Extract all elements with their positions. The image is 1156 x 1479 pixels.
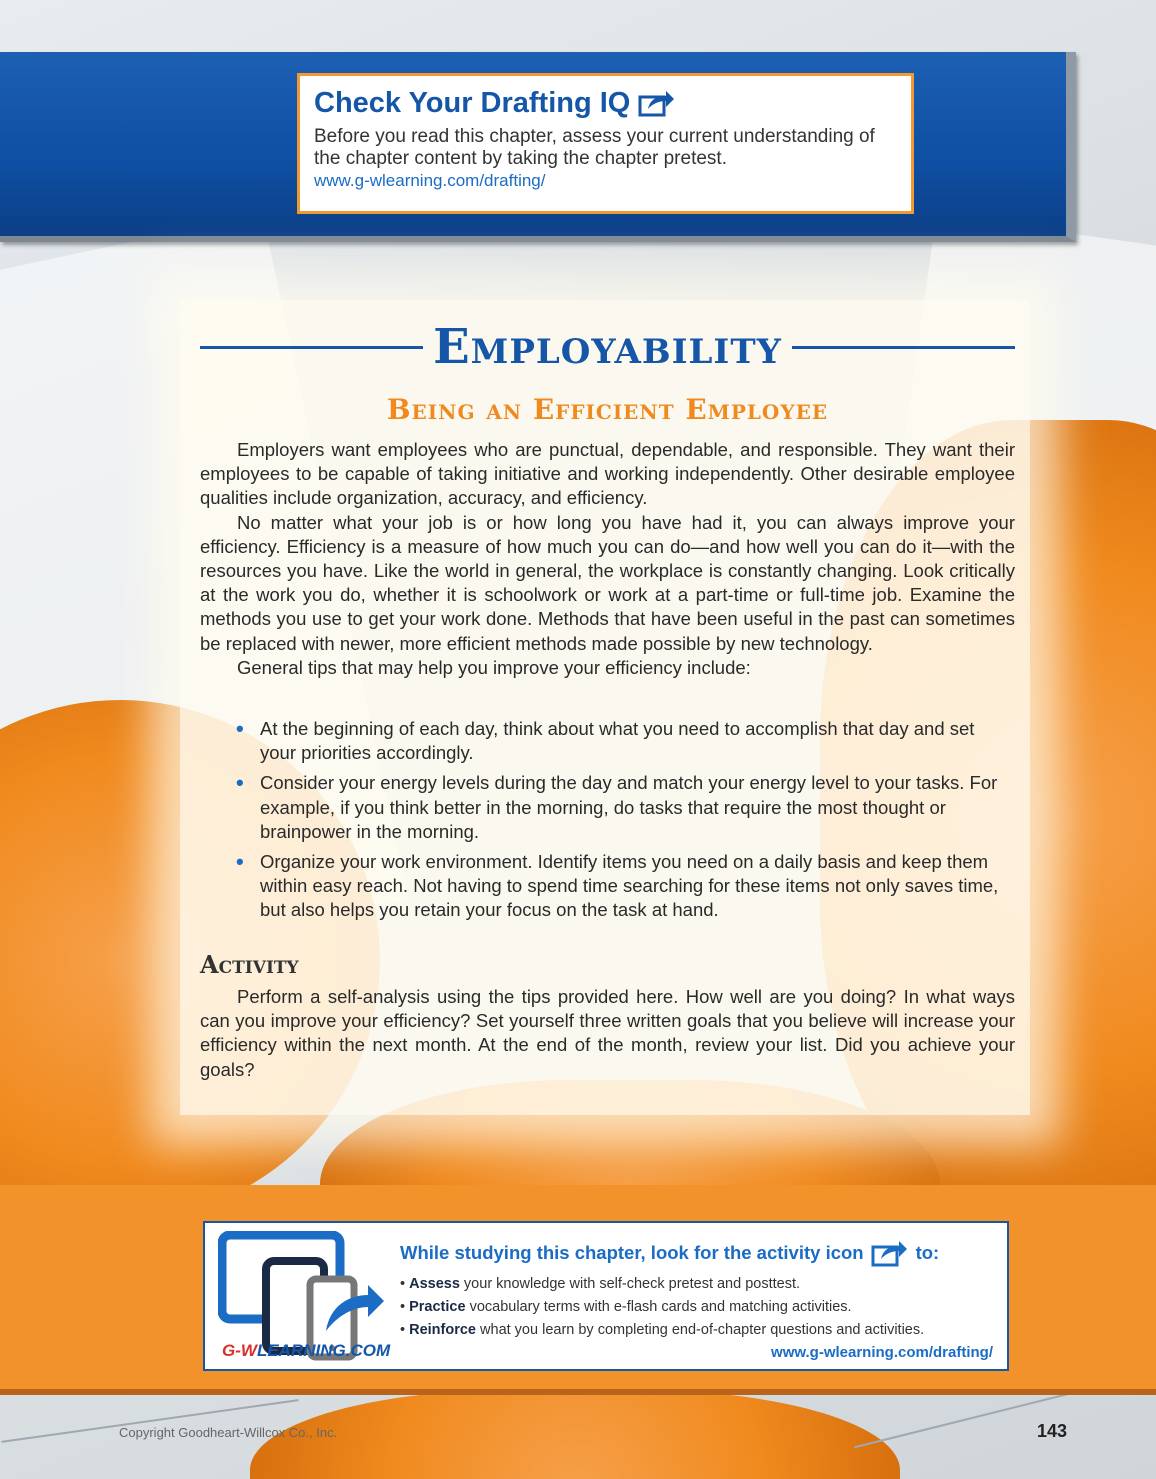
bullet-icon: •	[236, 770, 244, 796]
drafting-iq-text: Before you read this chapter, assess your current understanding of the chapter content by taking the chapter pretest.	[314, 126, 875, 169]
drafting-iq-title: Check Your Drafting IQ	[314, 86, 897, 120]
activity-heading: Activity	[200, 950, 299, 979]
gw-headline: While studying this chapter, look for the activity icon to:	[400, 1239, 1000, 1267]
page-number: 143	[1037, 1421, 1068, 1441]
list-item: • Practice vocabulary terms with e-flash cards and matching activities.	[400, 1299, 852, 1315]
bullet-icon: •	[236, 849, 244, 875]
list-item: • Assess your knowledge with self-check pretest and posttest.	[400, 1276, 801, 1292]
list-item: • At the beginning of each day, think about what you need to accomplish that day and set your priorities accordingly.	[236, 716, 975, 764]
feature-subtitle: Being an Efficient Employee	[386, 393, 829, 426]
list-item: • Consider your energy levels during the day and match your energy level to your tasks. For example, if you think better in the morning, do tasks that require the most thought or brainpower in the morning.	[236, 770, 998, 842]
title-row	[200, 312, 1015, 382]
list-item: • Reinforce what you learn by completing end-of-chapter questions and activities.	[400, 1322, 925, 1338]
paragraph: General tips that may help you improve your efficiency include:	[237, 656, 751, 678]
paragraph: Perform a self-analysis using the tips provided here. How well are you doing? In what ways can you improve your efficiency? Set yourself three written goals that you believe will increase your efficiency within the next month. At the end of the month, review your list. Did you achieve your goals?	[200, 986, 1015, 1080]
gw-logo: G-WLEARNING.COM	[222, 1341, 391, 1360]
drafting-iq-box	[297, 73, 914, 214]
intro-paragraphs	[200, 438, 1015, 680]
drafting-iq-link[interactable]: www.g-wlearning.com/drafting/	[314, 171, 546, 190]
title-rule-left	[200, 346, 423, 349]
list-item: • Organize your work environment. Identify items you need on a daily basis and keep them within easy reach. Not having to spend time searching for these items not only saves time, but also helps you retain your focus on the task at hand.	[236, 849, 999, 921]
activity-paragraph-block	[200, 985, 1015, 1082]
paragraph: No matter what your job is or how long you have had it, you can always improve your efficiency. Efficiency is a measure of how much you can do—and how well you can do it—with the resources you have. Like the world in general, the workplace is constantly changing. Look critically at the work you do, whether it is schoolwork or work at a part-time or full-time job. Examine the methods you use to get your work done. Methods that have been useful in the past can sometimes be replaced with newer, more efficient methods made possible by new technology.	[200, 511, 1015, 654]
bullet-icon: •	[236, 716, 244, 741]
title-rule-right	[792, 346, 1015, 349]
activity-icon	[638, 89, 676, 117]
tips-list	[236, 717, 1006, 929]
feature-title: Employability	[433, 319, 782, 375]
gw-url-link[interactable]: www.g-wlearning.com/drafting/	[771, 1344, 993, 1361]
paragraph: Employers want employees who are punctual, dependable, and responsible. They want their employees to be capable of taking initiative and working independently. Other desirable employee qualities include organization, accuracy, and efficiency.	[200, 439, 1015, 509]
copyright: Copyright Goodheart-Willcox Co., Inc.	[119, 1425, 338, 1440]
activity-icon	[870, 1239, 910, 1267]
gw-list	[400, 1273, 1000, 1342]
